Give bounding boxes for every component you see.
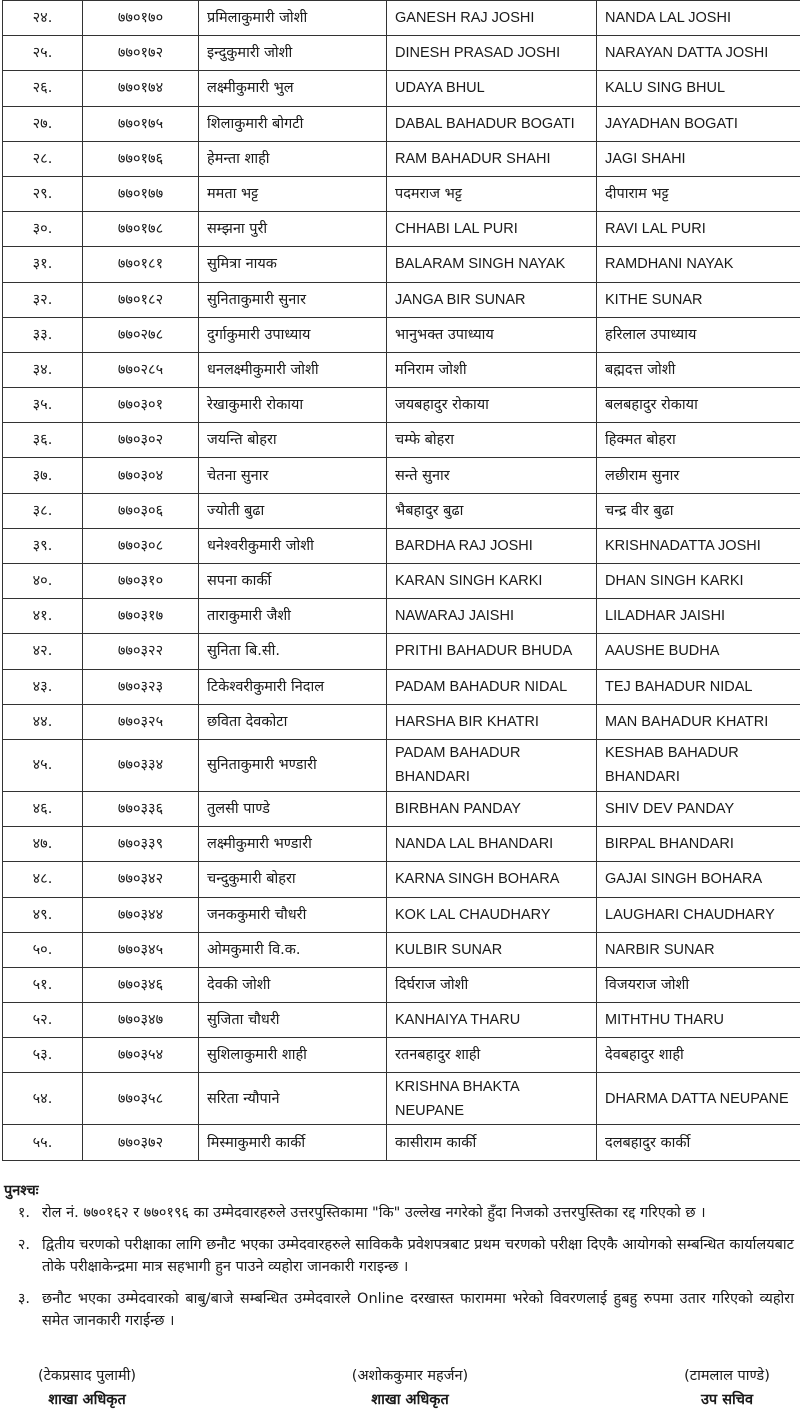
serial-number-cell: ३०. xyxy=(3,212,83,247)
roll-number-cell: ७७०३४६ xyxy=(83,967,199,1002)
father-name-cell: KARNA SINGH BOHARA xyxy=(387,862,597,897)
serial-number-cell: ३१. xyxy=(3,247,83,282)
results-table-body xyxy=(3,1,800,1161)
roll-number-cell: ७७०२८५ xyxy=(83,352,199,387)
grandfather-name-cell: चन्द्र वीर बुढा xyxy=(597,493,800,528)
table-row xyxy=(3,282,800,317)
roll-number-cell: ७७०३०१ xyxy=(83,388,199,423)
candidate-name-cell: धनेश्वरीकुमारी जोशी xyxy=(199,528,387,563)
table-row xyxy=(3,967,800,1002)
grandfather-name-cell: GAJAI SINGH BOHARA xyxy=(597,862,800,897)
roll-number-cell: ७७०३४४ xyxy=(83,897,199,932)
father-name-cell: NANDA LAL BHANDARI xyxy=(387,827,597,862)
roll-number-cell: ७७०१७४ xyxy=(83,71,199,106)
candidate-name-cell: ओमकुमारी वि.क. xyxy=(199,932,387,967)
grandfather-name-cell: बलबहादुर रोकाया xyxy=(597,388,800,423)
table-row xyxy=(3,827,800,862)
candidate-name-cell: टिकेश्वरीकुमारी निदाल xyxy=(199,669,387,704)
serial-number-cell: ४४. xyxy=(3,704,83,739)
father-name-cell: HARSHA BIR KHATRI xyxy=(387,704,597,739)
father-name-cell: भानुभक्त उपाध्याय xyxy=(387,317,597,352)
father-name-cell: GANESH RAJ JOSHI xyxy=(387,1,597,36)
postscript-notes xyxy=(4,1180,794,1342)
signatory-name: (अशोककुमार महर्जन) xyxy=(351,1368,469,1384)
candidate-name-cell: सुशिलाकुमारी शाही xyxy=(199,1038,387,1073)
father-name-cell: KRISHNA BHAKTA NEUPANE xyxy=(387,1073,597,1125)
roll-number-cell: ७७०३०८ xyxy=(83,528,199,563)
grandfather-name-cell: DHAN SINGH KARKI xyxy=(597,564,800,599)
grandfather-name-cell: NARAYAN DATTA JOSHI xyxy=(597,36,800,71)
father-name-cell: BARDHA RAJ JOSHI xyxy=(387,528,597,563)
candidate-name-cell: ज्योती बुढा xyxy=(199,493,387,528)
table-row xyxy=(3,791,800,826)
roll-number-cell: ७७०३५४ xyxy=(83,1038,199,1073)
grandfather-name-cell: BIRPAL BHANDARI xyxy=(597,827,800,862)
candidate-name-cell: सुनिताकुमारी भण्डारी xyxy=(199,739,387,791)
note-text: द्वितीय चरणको परीक्षाका लागि छनौट भएका उम्मेदवारहरुले साविककै प्रवेशपत्रबाट प्रथम चरणको परीक्षा दिएकै आयोगको सम्बन्धित कार्यालयबाट तोके परीक्षाकेन्द्रमा मात्र सहभागी हुन पाउने व्यहोरा जानकारी गराइन्छ । xyxy=(42,1237,794,1275)
serial-number-cell: ४०. xyxy=(3,564,83,599)
signature-left xyxy=(12,1364,162,1412)
grandfather-name-cell: दीपाराम भट्ट xyxy=(597,176,800,211)
roll-number-cell: ७७०१७६ xyxy=(83,141,199,176)
note-number: ३. xyxy=(17,1291,30,1307)
note-item xyxy=(4,1202,794,1224)
father-name-cell: PRITHI BAHADUR BHUDA xyxy=(387,634,597,669)
candidate-name-cell: सरिता न्यौपाने xyxy=(199,1073,387,1125)
grandfather-name-cell: विजयराज जोशी xyxy=(597,967,800,1002)
serial-number-cell: २४. xyxy=(3,1,83,36)
table-row xyxy=(3,212,800,247)
table-row xyxy=(3,493,800,528)
serial-number-cell: ४५. xyxy=(3,739,83,791)
table-row xyxy=(3,317,800,352)
candidate-name-cell: हेमन्ता शाही xyxy=(199,141,387,176)
candidate-name-cell: दुर्गाकुमारी उपाध्याय xyxy=(199,317,387,352)
serial-number-cell: ५५. xyxy=(3,1125,83,1160)
signatory-name: (टेकप्रसाद पुलामी) xyxy=(37,1368,137,1384)
serial-number-cell: २५. xyxy=(3,36,83,71)
grandfather-name-cell: TEJ BAHADUR NIDAL xyxy=(597,669,800,704)
father-name-cell: KARAN SINGH KARKI xyxy=(387,564,597,599)
roll-number-cell: ७७०१७७ xyxy=(83,176,199,211)
signatory-name: (टामलाल पाण्डे) xyxy=(684,1368,770,1384)
grandfather-name-cell: MITHTHU THARU xyxy=(597,1003,800,1038)
candidate-name-cell: रेखाकुमारी रोकाया xyxy=(199,388,387,423)
serial-number-cell: २९. xyxy=(3,176,83,211)
candidate-name-cell: सपना कार्की xyxy=(199,564,387,599)
serial-number-cell: ३२. xyxy=(3,282,83,317)
serial-number-cell: ५४. xyxy=(3,1073,83,1125)
table-row xyxy=(3,739,800,791)
table-row xyxy=(3,1003,800,1038)
father-name-cell: पदमराज भट्ट xyxy=(387,176,597,211)
grandfather-name-cell: KESHAB BAHADUR BHANDARI xyxy=(597,739,800,791)
father-name-cell: सन्ते सुनार xyxy=(387,458,597,493)
serial-number-cell: २६. xyxy=(3,71,83,106)
postscript-title: पुनश्चः xyxy=(4,1183,39,1199)
candidate-name-cell: मिस्माकुमारी कार्की xyxy=(199,1125,387,1160)
table-row xyxy=(3,388,800,423)
note-text: रोल नं. ७७०१६२ र ७७०१९६ का उम्मेदवारहरुले उत्तरपुस्तिकामा "कि" उल्लेख नगरेको हुँदा निजको उत्तरपुस्तिका रद्द गरिएको छ । xyxy=(42,1205,706,1221)
note-item xyxy=(4,1288,794,1332)
grandfather-name-cell: देवबहादुर शाही xyxy=(597,1038,800,1073)
serial-number-cell: ३३. xyxy=(3,317,83,352)
serial-number-cell: २७. xyxy=(3,106,83,141)
table-row xyxy=(3,141,800,176)
serial-number-cell: ५०. xyxy=(3,932,83,967)
candidate-name-cell: लक्ष्मीकुमारी भुल xyxy=(199,71,387,106)
serial-number-cell: ४८. xyxy=(3,862,83,897)
table-row xyxy=(3,71,800,106)
father-name-cell: चम्फे बोहरा xyxy=(387,423,597,458)
roll-number-cell: ७७०३३४ xyxy=(83,739,199,791)
signatory-title: उप सचिव xyxy=(700,1392,754,1408)
grandfather-name-cell: AAUSHE BUDHA xyxy=(597,634,800,669)
serial-number-cell: ३४. xyxy=(3,352,83,387)
serial-number-cell: ३७. xyxy=(3,458,83,493)
roll-number-cell: ७७०३५८ xyxy=(83,1073,199,1125)
roll-number-cell: ७७०१७२ xyxy=(83,36,199,71)
candidate-name-cell: सम्झना पुरी xyxy=(199,212,387,247)
grandfather-name-cell: दलबहादुर कार्की xyxy=(597,1125,800,1160)
table-row xyxy=(3,1073,800,1125)
candidate-name-cell: देवकी जोशी xyxy=(199,967,387,1002)
table-row xyxy=(3,423,800,458)
roll-number-cell: ७७०३३६ xyxy=(83,791,199,826)
candidate-name-cell: चन्दुकुमारी बोहरा xyxy=(199,862,387,897)
table-row xyxy=(3,564,800,599)
signature-center xyxy=(330,1364,490,1412)
grandfather-name-cell: लछीराम सुनार xyxy=(597,458,800,493)
table-row xyxy=(3,862,800,897)
table-row xyxy=(3,599,800,634)
grandfather-name-cell: LAUGHARI CHAUDHARY xyxy=(597,897,800,932)
signature-right xyxy=(662,1364,792,1412)
roll-number-cell: ७७०३२२ xyxy=(83,634,199,669)
roll-number-cell: ७७०१८२ xyxy=(83,282,199,317)
serial-number-cell: ३६. xyxy=(3,423,83,458)
serial-number-cell: ३५. xyxy=(3,388,83,423)
note-number: २. xyxy=(17,1237,30,1253)
father-name-cell: PADAM BAHADUR BHANDARI xyxy=(387,739,597,791)
father-name-cell: मनिराम जोशी xyxy=(387,352,597,387)
note-item xyxy=(4,1234,794,1278)
roll-number-cell: ७७०३४२ xyxy=(83,862,199,897)
serial-number-cell: २८. xyxy=(3,141,83,176)
serial-number-cell: ५२. xyxy=(3,1003,83,1038)
father-name-cell: RAM BAHADUR SHAHI xyxy=(387,141,597,176)
grandfather-name-cell: KALU SING BHUL xyxy=(597,71,800,106)
candidate-name-cell: जनककुमारी चौधरी xyxy=(199,897,387,932)
father-name-cell: रतनबहादुर शाही xyxy=(387,1038,597,1073)
serial-number-cell: ३९. xyxy=(3,528,83,563)
candidate-name-cell: शिलाकुमारी बोगटी xyxy=(199,106,387,141)
table-row xyxy=(3,352,800,387)
results-table xyxy=(2,0,800,1161)
candidate-name-cell: जयन्ति बोहरा xyxy=(199,423,387,458)
grandfather-name-cell: MAN BAHADUR KHATRI xyxy=(597,704,800,739)
table-row xyxy=(3,669,800,704)
father-name-cell: KOK LAL CHAUDHARY xyxy=(387,897,597,932)
table-row xyxy=(3,176,800,211)
table-row xyxy=(3,1038,800,1073)
note-number: १. xyxy=(17,1205,30,1221)
table-row xyxy=(3,932,800,967)
roll-number-cell: ७७०३०६ xyxy=(83,493,199,528)
roll-number-cell: ७७०३२५ xyxy=(83,704,199,739)
father-name-cell: JANGA BIR SUNAR xyxy=(387,282,597,317)
father-name-cell: CHHABI LAL PURI xyxy=(387,212,597,247)
candidate-name-cell: सुमित्रा नायक xyxy=(199,247,387,282)
table-row xyxy=(3,704,800,739)
serial-number-cell: ४३. xyxy=(3,669,83,704)
table-row xyxy=(3,1,800,36)
serial-number-cell: ४२. xyxy=(3,634,83,669)
candidate-name-cell: तुलसी पाण्डे xyxy=(199,791,387,826)
roll-number-cell: ७७०३७२ xyxy=(83,1125,199,1160)
roll-number-cell: ७७०३४५ xyxy=(83,932,199,967)
father-name-cell: भैबहादुर बुढा xyxy=(387,493,597,528)
grandfather-name-cell: NANDA LAL JOSHI xyxy=(597,1,800,36)
roll-number-cell: ७७०१७० xyxy=(83,1,199,36)
roll-number-cell: ७७०३३९ xyxy=(83,827,199,862)
father-name-cell: DINESH PRASAD JOSHI xyxy=(387,36,597,71)
grandfather-name-cell: JAGI SHAHI xyxy=(597,141,800,176)
grandfather-name-cell: JAYADHAN BOGATI xyxy=(597,106,800,141)
table-row xyxy=(3,458,800,493)
grandfather-name-cell: KRISHNADATTA JOSHI xyxy=(597,528,800,563)
grandfather-name-cell: बह्मदत्त जोशी xyxy=(597,352,800,387)
signatory-title: शाखा अधिकृत xyxy=(48,1392,126,1408)
grandfather-name-cell: NARBIR SUNAR xyxy=(597,932,800,967)
roll-number-cell: ७७०१७८ xyxy=(83,212,199,247)
candidate-name-cell: छविता देवकोटा xyxy=(199,704,387,739)
roll-number-cell: ७७०३०२ xyxy=(83,423,199,458)
candidate-name-cell: सुनिता बि.सी. xyxy=(199,634,387,669)
table-row xyxy=(3,634,800,669)
father-name-cell: PADAM BAHADUR NIDAL xyxy=(387,669,597,704)
roll-number-cell: ७७०२७८ xyxy=(83,317,199,352)
roll-number-cell: ७७०३२३ xyxy=(83,669,199,704)
father-name-cell: जयबहादुर रोकाया xyxy=(387,388,597,423)
candidate-name-cell: इन्दुकुमारी जोशी xyxy=(199,36,387,71)
father-name-cell: दिर्घराज जोशी xyxy=(387,967,597,1002)
roll-number-cell: ७७०१७५ xyxy=(83,106,199,141)
candidate-name-cell: प्रमिलाकुमारी जोशी xyxy=(199,1,387,36)
father-name-cell: DABAL BAHADUR BOGATI xyxy=(387,106,597,141)
note-text: छनौट भएका उम्मेदवारको बाबु/बाजे सम्बन्धित उम्मेदवारले Online दरखास्त फाराममा भरेको विवरणलाई हुबहु रुपमा उतार गरिएको व्यहोरा समेत जानकारी गराईन्छ । xyxy=(42,1291,794,1329)
candidate-name-cell: ताराकुमारी जैशी xyxy=(199,599,387,634)
signatory-title: शाखा अधिकृत xyxy=(371,1392,449,1408)
serial-number-cell: ५१. xyxy=(3,967,83,1002)
candidate-name-cell: लक्ष्मीकुमारी भण्डारी xyxy=(199,827,387,862)
roll-number-cell: ७७०३०४ xyxy=(83,458,199,493)
serial-number-cell: ५३. xyxy=(3,1038,83,1073)
table-row xyxy=(3,1125,800,1160)
serial-number-cell: ४९. xyxy=(3,897,83,932)
candidate-name-cell: चेतना सुनार xyxy=(199,458,387,493)
father-name-cell: कासीराम कार्की xyxy=(387,1125,597,1160)
serial-number-cell: ४७. xyxy=(3,827,83,862)
father-name-cell: BIRBHAN PANDAY xyxy=(387,791,597,826)
grandfather-name-cell: SHIV DEV PANDAY xyxy=(597,791,800,826)
father-name-cell: NAWARAJ JAISHI xyxy=(387,599,597,634)
grandfather-name-cell: RAMDHANI NAYAK xyxy=(597,247,800,282)
serial-number-cell: ४६. xyxy=(3,791,83,826)
father-name-cell: KANHAIYA THARU xyxy=(387,1003,597,1038)
candidate-name-cell: धनलक्ष्मीकुमारी जोशी xyxy=(199,352,387,387)
table-row xyxy=(3,528,800,563)
candidate-name-cell: सुनिताकुमारी सुनार xyxy=(199,282,387,317)
candidate-name-cell: सुजिता चौधरी xyxy=(199,1003,387,1038)
father-name-cell: BALARAM SINGH NAYAK xyxy=(387,247,597,282)
candidate-name-cell: ममता भट्ट xyxy=(199,176,387,211)
table-row xyxy=(3,36,800,71)
grandfather-name-cell: RAVI LAL PURI xyxy=(597,212,800,247)
grandfather-name-cell: LILADHAR JAISHI xyxy=(597,599,800,634)
table-row xyxy=(3,106,800,141)
grandfather-name-cell: हरिलाल उपाध्याय xyxy=(597,317,800,352)
roll-number-cell: ७७०३४७ xyxy=(83,1003,199,1038)
father-name-cell: KULBIR SUNAR xyxy=(387,932,597,967)
serial-number-cell: ३८. xyxy=(3,493,83,528)
grandfather-name-cell: KITHE SUNAR xyxy=(597,282,800,317)
father-name-cell: UDAYA BHUL xyxy=(387,71,597,106)
table-row xyxy=(3,897,800,932)
serial-number-cell: ४१. xyxy=(3,599,83,634)
roll-number-cell: ७७०१८१ xyxy=(83,247,199,282)
table-row xyxy=(3,247,800,282)
grandfather-name-cell: DHARMA DATTA NEUPANE xyxy=(597,1073,800,1125)
roll-number-cell: ७७०३१७ xyxy=(83,599,199,634)
signature-block xyxy=(0,1364,800,1414)
roll-number-cell: ७७०३१० xyxy=(83,564,199,599)
grandfather-name-cell: हिक्मत बोहरा xyxy=(597,423,800,458)
